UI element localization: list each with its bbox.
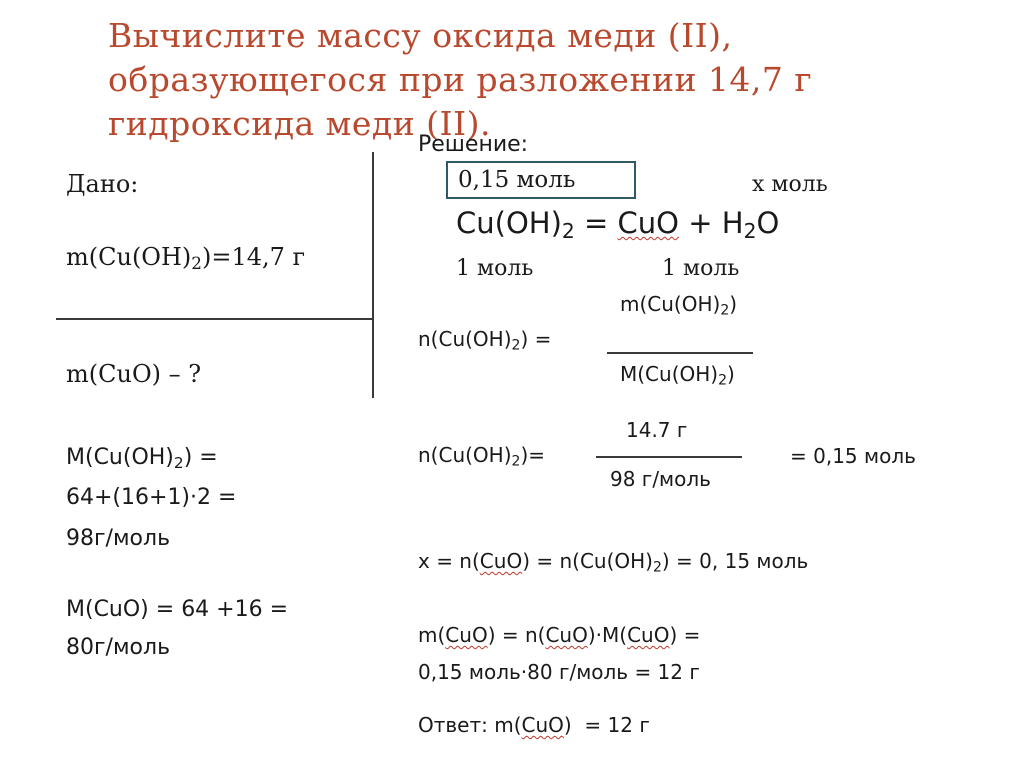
- given-mass-sub: 2: [191, 253, 202, 274]
- given-divider: [372, 152, 374, 398]
- frac1-lhs-pre: n(Cu(OH): [418, 327, 512, 351]
- frac1-numerator: [620, 292, 737, 319]
- molar-cuo-line2: 80г/моль: [66, 635, 171, 660]
- x-line-pre: x = n(: [418, 549, 480, 573]
- frac1-lhs-post: ) =: [520, 327, 552, 351]
- frac2-lhs-sub: 2: [511, 453, 521, 470]
- solution-label: Решение:: [418, 132, 529, 157]
- mass-calculation: 0,15 моль·80 г/моль = 12 г: [418, 660, 700, 684]
- frac1-lhs-sub: 2: [511, 337, 521, 354]
- title-line-1: Вычислите массу оксида меди (II),: [108, 16, 733, 55]
- frac1-num-sub: 2: [720, 302, 730, 319]
- x-equation: [418, 549, 808, 576]
- x-line-post: ) = 0, 15 моль: [661, 549, 809, 573]
- molar-cuoh2-line2: 64+(16+1)·2 =: [66, 485, 237, 510]
- given-label: Дано:: [66, 170, 139, 198]
- mass-formula: [418, 623, 700, 647]
- frac1-den-post: ): [727, 362, 735, 386]
- frac2-lhs-pre: n(Cu(OH): [418, 443, 512, 467]
- m-line1-cuo3: CuO: [627, 623, 670, 647]
- answer-cuo: CuO: [521, 713, 564, 737]
- eq-plus-h: + H: [679, 206, 744, 240]
- m-line1-b: ) = n(: [487, 623, 546, 647]
- frac2-denominator: 98 г/моль: [610, 467, 711, 491]
- m-line1-cuo1: CuO: [445, 623, 488, 647]
- frac1-bar: [607, 352, 753, 354]
- eq-sub2: 2: [561, 219, 575, 244]
- frac2-lhs-post: )=: [520, 443, 545, 467]
- given-mass-pre: m(Cu(OH): [66, 243, 192, 271]
- molar-cuoh2-pre: M(Cu(OH): [66, 445, 174, 470]
- given-separator: [56, 318, 374, 320]
- molar-cuoh2-post: ) =: [183, 445, 218, 470]
- boxed-amount: 0,15 моль: [446, 161, 636, 199]
- frac1-lhs: [418, 327, 551, 354]
- frac2-numerator: 14.7 г: [626, 418, 688, 442]
- frac1-den-sub: 2: [718, 372, 728, 389]
- title-line-2: образующегося при разложении 14,7 г: [108, 60, 813, 99]
- m-line1-d: ) =: [669, 623, 701, 647]
- frac1-den-pre: M(Cu(OH): [620, 362, 719, 386]
- eq-cuoh2: Cu(OH): [456, 206, 562, 240]
- problem-title: [108, 14, 988, 146]
- mol-left: 1 моль: [456, 256, 534, 281]
- x-amount: х моль: [752, 172, 828, 197]
- eq-h-sub2: 2: [743, 219, 757, 244]
- title-line-3: гидроксида меди (II).: [108, 104, 491, 143]
- frac1-num-post: ): [729, 292, 738, 316]
- mol-right: 1 моль: [662, 256, 740, 281]
- eq-cuo: CuO: [617, 206, 680, 240]
- x-line-cuo: CuO: [479, 549, 523, 573]
- molar-cuo-line1: M(CuO) = 64 +16 =: [66, 597, 289, 622]
- given-mass-post: )=14,7 г: [201, 243, 306, 271]
- molar-cuoh2-line3: 98г/моль: [66, 526, 171, 551]
- answer-pre: Ответ: m(: [418, 713, 522, 737]
- answer: [418, 713, 650, 737]
- given-mass: [66, 243, 305, 273]
- molar-cuoh2-line1: [66, 445, 218, 472]
- x-line-sub: 2: [652, 559, 662, 576]
- molar-cuoh2-sub: 2: [173, 453, 184, 472]
- m-line1-a: m(: [418, 623, 446, 647]
- frac2-result: = 0,15 моль: [790, 444, 916, 468]
- eq-equals: =: [574, 206, 618, 240]
- m-line1-c: )·M(: [587, 623, 628, 647]
- m-line1-cuo2: CuO: [545, 623, 588, 647]
- find-label: m(CuO) – ?: [66, 360, 202, 388]
- frac1-denominator: [620, 362, 735, 389]
- frac1-num-pre: m(Cu(OH): [620, 292, 721, 316]
- frac2-lhs: [418, 443, 545, 470]
- x-line-mid: ) = n(Cu(OH): [522, 549, 653, 573]
- eq-o: O: [756, 206, 780, 240]
- reaction-equation: [456, 206, 779, 243]
- frac2-bar: [596, 456, 742, 458]
- answer-post: ) = 12 г: [563, 713, 650, 737]
